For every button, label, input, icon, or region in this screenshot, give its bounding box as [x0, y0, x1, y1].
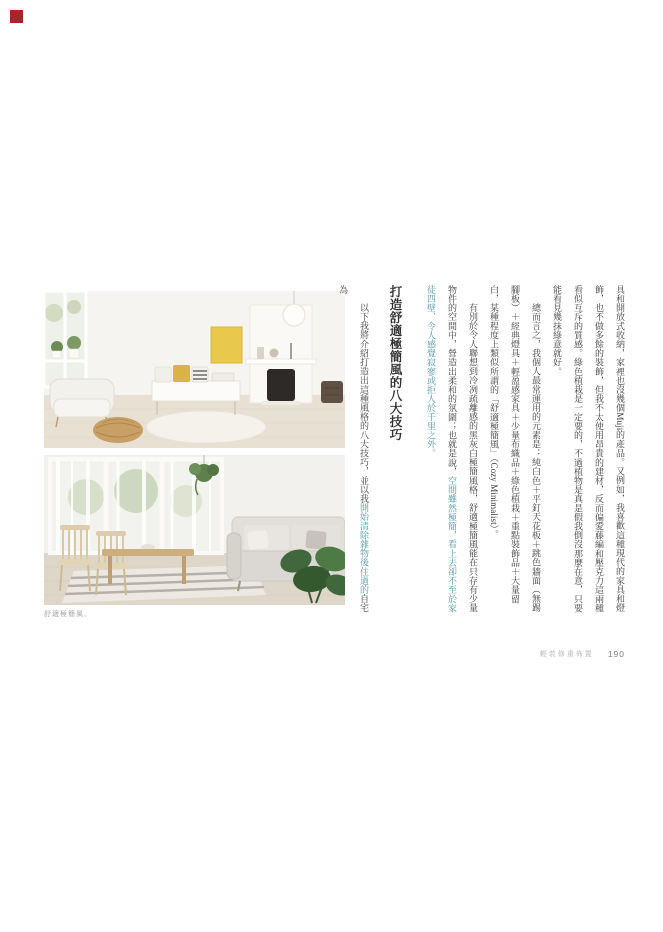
sofa-pillow: [305, 530, 326, 550]
folded-blanket: [212, 373, 234, 381]
paragraph: [483, 285, 546, 619]
dining-area-illustration: [44, 455, 345, 605]
text-run: 總而言之，我個人最常運用的元素是：純白色＋平釘天花板＋跳色牆面（無踢腳板）＋經典燈具＋輕盈感家具＋少量布織品＋綠色植栽＋重點裝飾品＋大量留白，某種程度上類似所謂的「舒適極簡風」（Cozy Minimalist）。: [489, 285, 541, 613]
yellow-artwork: [211, 327, 242, 363]
window-left: [44, 291, 86, 387]
text-run: 以下我將介紹打造出這種風格的八大技巧，並以我: [359, 303, 369, 504]
text-run: 有別於令人聯想到冷冽疏離感的黑灰白極簡風格，舒適極簡風能在只存有少量物件的空間中，營造出柔和的氛圍；也就是說，: [447, 285, 478, 613]
article-text: [332, 285, 630, 619]
sofa-pillow: [247, 530, 269, 550]
text-run: 空間雖然極簡，看上去卻不至於家徒四壁、令人感覺寂寥或拒人於千里之外。: [426, 285, 457, 613]
photo-dining-area: [44, 455, 345, 605]
mantel-shelf: [246, 359, 316, 364]
running-title: 輕裝修重佈置: [539, 651, 594, 658]
fireplace: [246, 305, 316, 405]
mustard-cushion: [173, 365, 190, 382]
round-rug: [146, 411, 266, 443]
text-run: 具和開放式收納，家裡也沒幾個Muji的產品。又例如，我喜歡這種現代的家具和燈飾，也不做多餘的裝飾，但我不太使用昂貴的建材，反而偏愛藤編和壓克力這兩種看似互斥的質感。綠色植栽是一定要的，不過植物是真是假我倒沒那麼在意，只要能看見幾抹綠意就好。: [552, 285, 625, 613]
firebox: [267, 369, 295, 401]
sill-plant: [67, 336, 81, 350]
photo-caption: 舒適極簡風。: [44, 611, 92, 618]
paragraph: [420, 285, 483, 619]
text-run: 自宅為: [338, 285, 369, 613]
chapter-color-tab: [10, 10, 23, 23]
text-run: 開始清除雜物後住過的: [359, 503, 369, 595]
mantel-vase: [257, 347, 264, 359]
paragraph: [546, 285, 630, 619]
page-number: 190: [607, 649, 625, 659]
photo-living-room: [44, 291, 345, 448]
living-room-illustration: [44, 291, 345, 448]
rattan-pouf: [93, 417, 143, 443]
page-footer: [540, 649, 625, 659]
striped-cushion: [192, 367, 208, 382]
paragraph: [332, 285, 374, 619]
mantel-ornament: [270, 349, 279, 358]
sofa-arm: [227, 533, 241, 579]
section-heading: 打造舒適極簡風的八大技巧: [388, 285, 402, 441]
